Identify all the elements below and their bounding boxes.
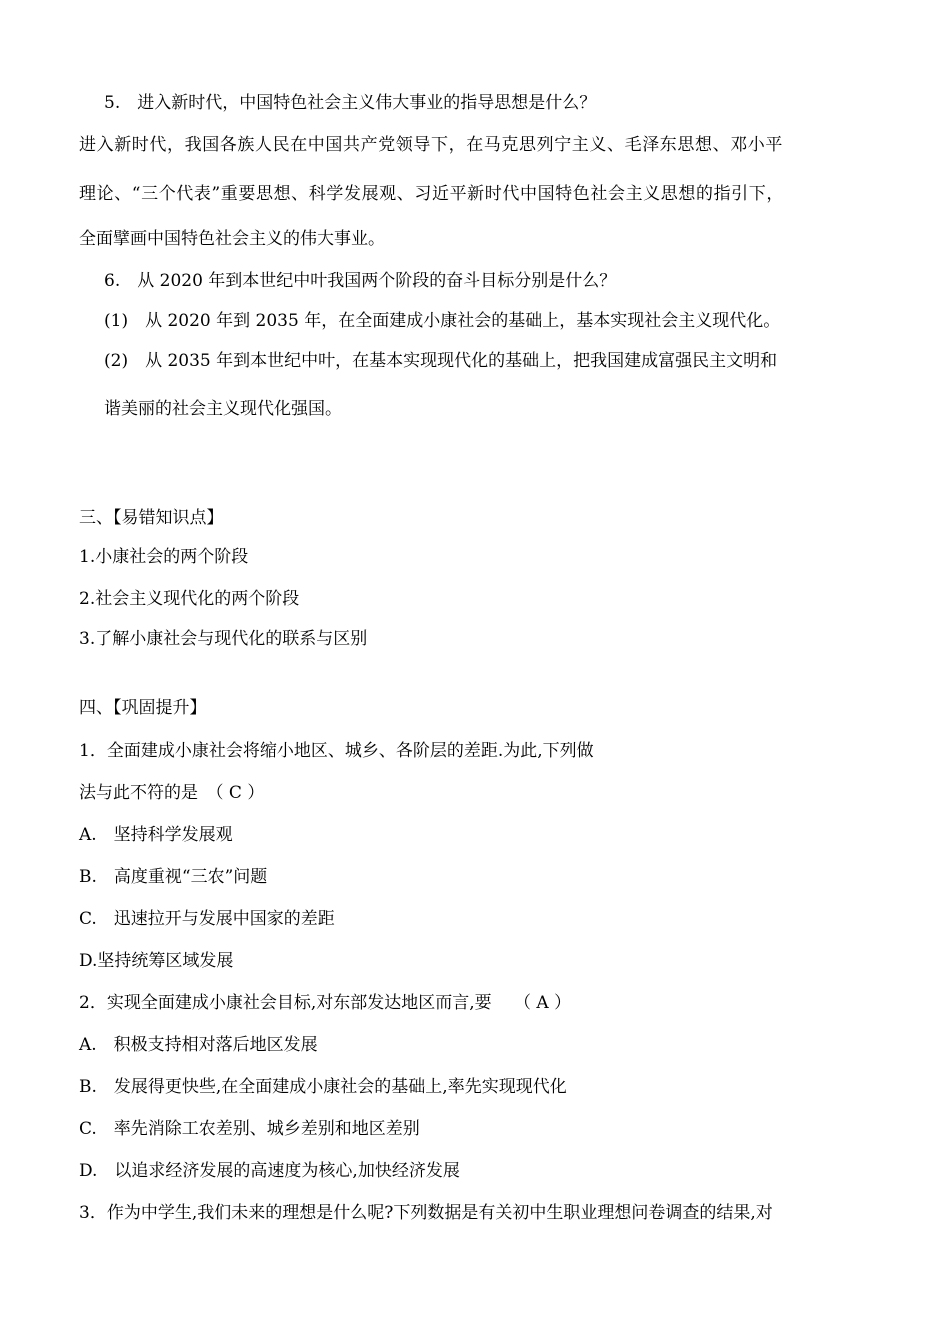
exercise-2-option-d: D. 以追求经济发展的高速度为核心,加快经济发展 [79, 1161, 460, 1181]
exercise-1-option-a: A. 坚持科学发展观 [79, 825, 233, 845]
section-3-heading: 三、【易错知识点】 [79, 508, 224, 528]
exercise-2-option-b: B. 发展得更快些,在全面建成小康社会的基础上,率先实现现代化 [79, 1077, 567, 1097]
question-6-item-2-line-2: 谐美丽的社会主义现代化强国。 [104, 399, 342, 419]
exercise-2-option-a: A. 积极支持相对落后地区发展 [79, 1035, 318, 1055]
question-6-item-2-line-1: (2) 从 2035 年到本世纪中叶，在基本实现现代化的基础上，把我国建成富强民主文明和 [104, 351, 778, 371]
exercise-1-option-b: B. 高度重视“三农”问题 [79, 867, 268, 887]
question-5-title: 5. 进入新时代，中国特色社会主义伟大事业的指导思想是什么？ [104, 93, 597, 113]
section-3-item-2: 2.社会主义现代化的两个阶段 [79, 589, 300, 609]
exercise-1-stem-line-2: 法与此不符的是 （ C ） [79, 783, 265, 803]
exercise-1-option-d: D.坚持统筹区域发展 [79, 951, 234, 971]
section-3-item-1: 1.小康社会的两个阶段 [79, 547, 249, 567]
section-4-heading: 四、【巩固提升】 [79, 698, 207, 718]
section-3-item-3: 3.了解小康社会与现代化的联系与区别 [79, 629, 368, 649]
exercise-2-stem: 2．实现全面建成小康社会目标,对东部发达地区而言,要 （ A ） [79, 993, 572, 1013]
question-5-answer-line-2: 理论、“三个代表”重要思想、科学发展观、习近平新时代中国特色社会主义思想的指引下， [79, 184, 784, 204]
exercise-1-stem-line-1: 1．全面建成小康社会将缩小地区、城乡、各阶层的差距.为此,下列做 [79, 741, 594, 761]
question-6-item-1: (1) 从 2020 年到 2035 年，在全面建成小康社会的基础上，基本实现社会主义现代化。 [104, 311, 781, 331]
question-6-title: 6. 从 2020 年到本世纪中叶我国两个阶段的奋斗目标分别是什么？ [104, 271, 617, 291]
exercise-2-option-c: C. 率先消除工农差别、城乡差别和地区差别 [79, 1119, 420, 1139]
question-5-answer-line-3: 全面擘画中国特色社会主义的伟大事业。 [79, 229, 385, 249]
exercise-3-stem: 3．作为中学生,我们未来的理想是什么呢?下列数据是有关初中生职业理想问卷调查的结果,对 [79, 1203, 773, 1223]
exercise-1-option-c: C. 迅速拉开与发展中国家的差距 [79, 909, 335, 929]
question-5-answer-line-1: 进入新时代，我国各族人民在中国共产党领导下，在马克思列宁主义、毛泽东思想、邓小平 [79, 135, 783, 155]
